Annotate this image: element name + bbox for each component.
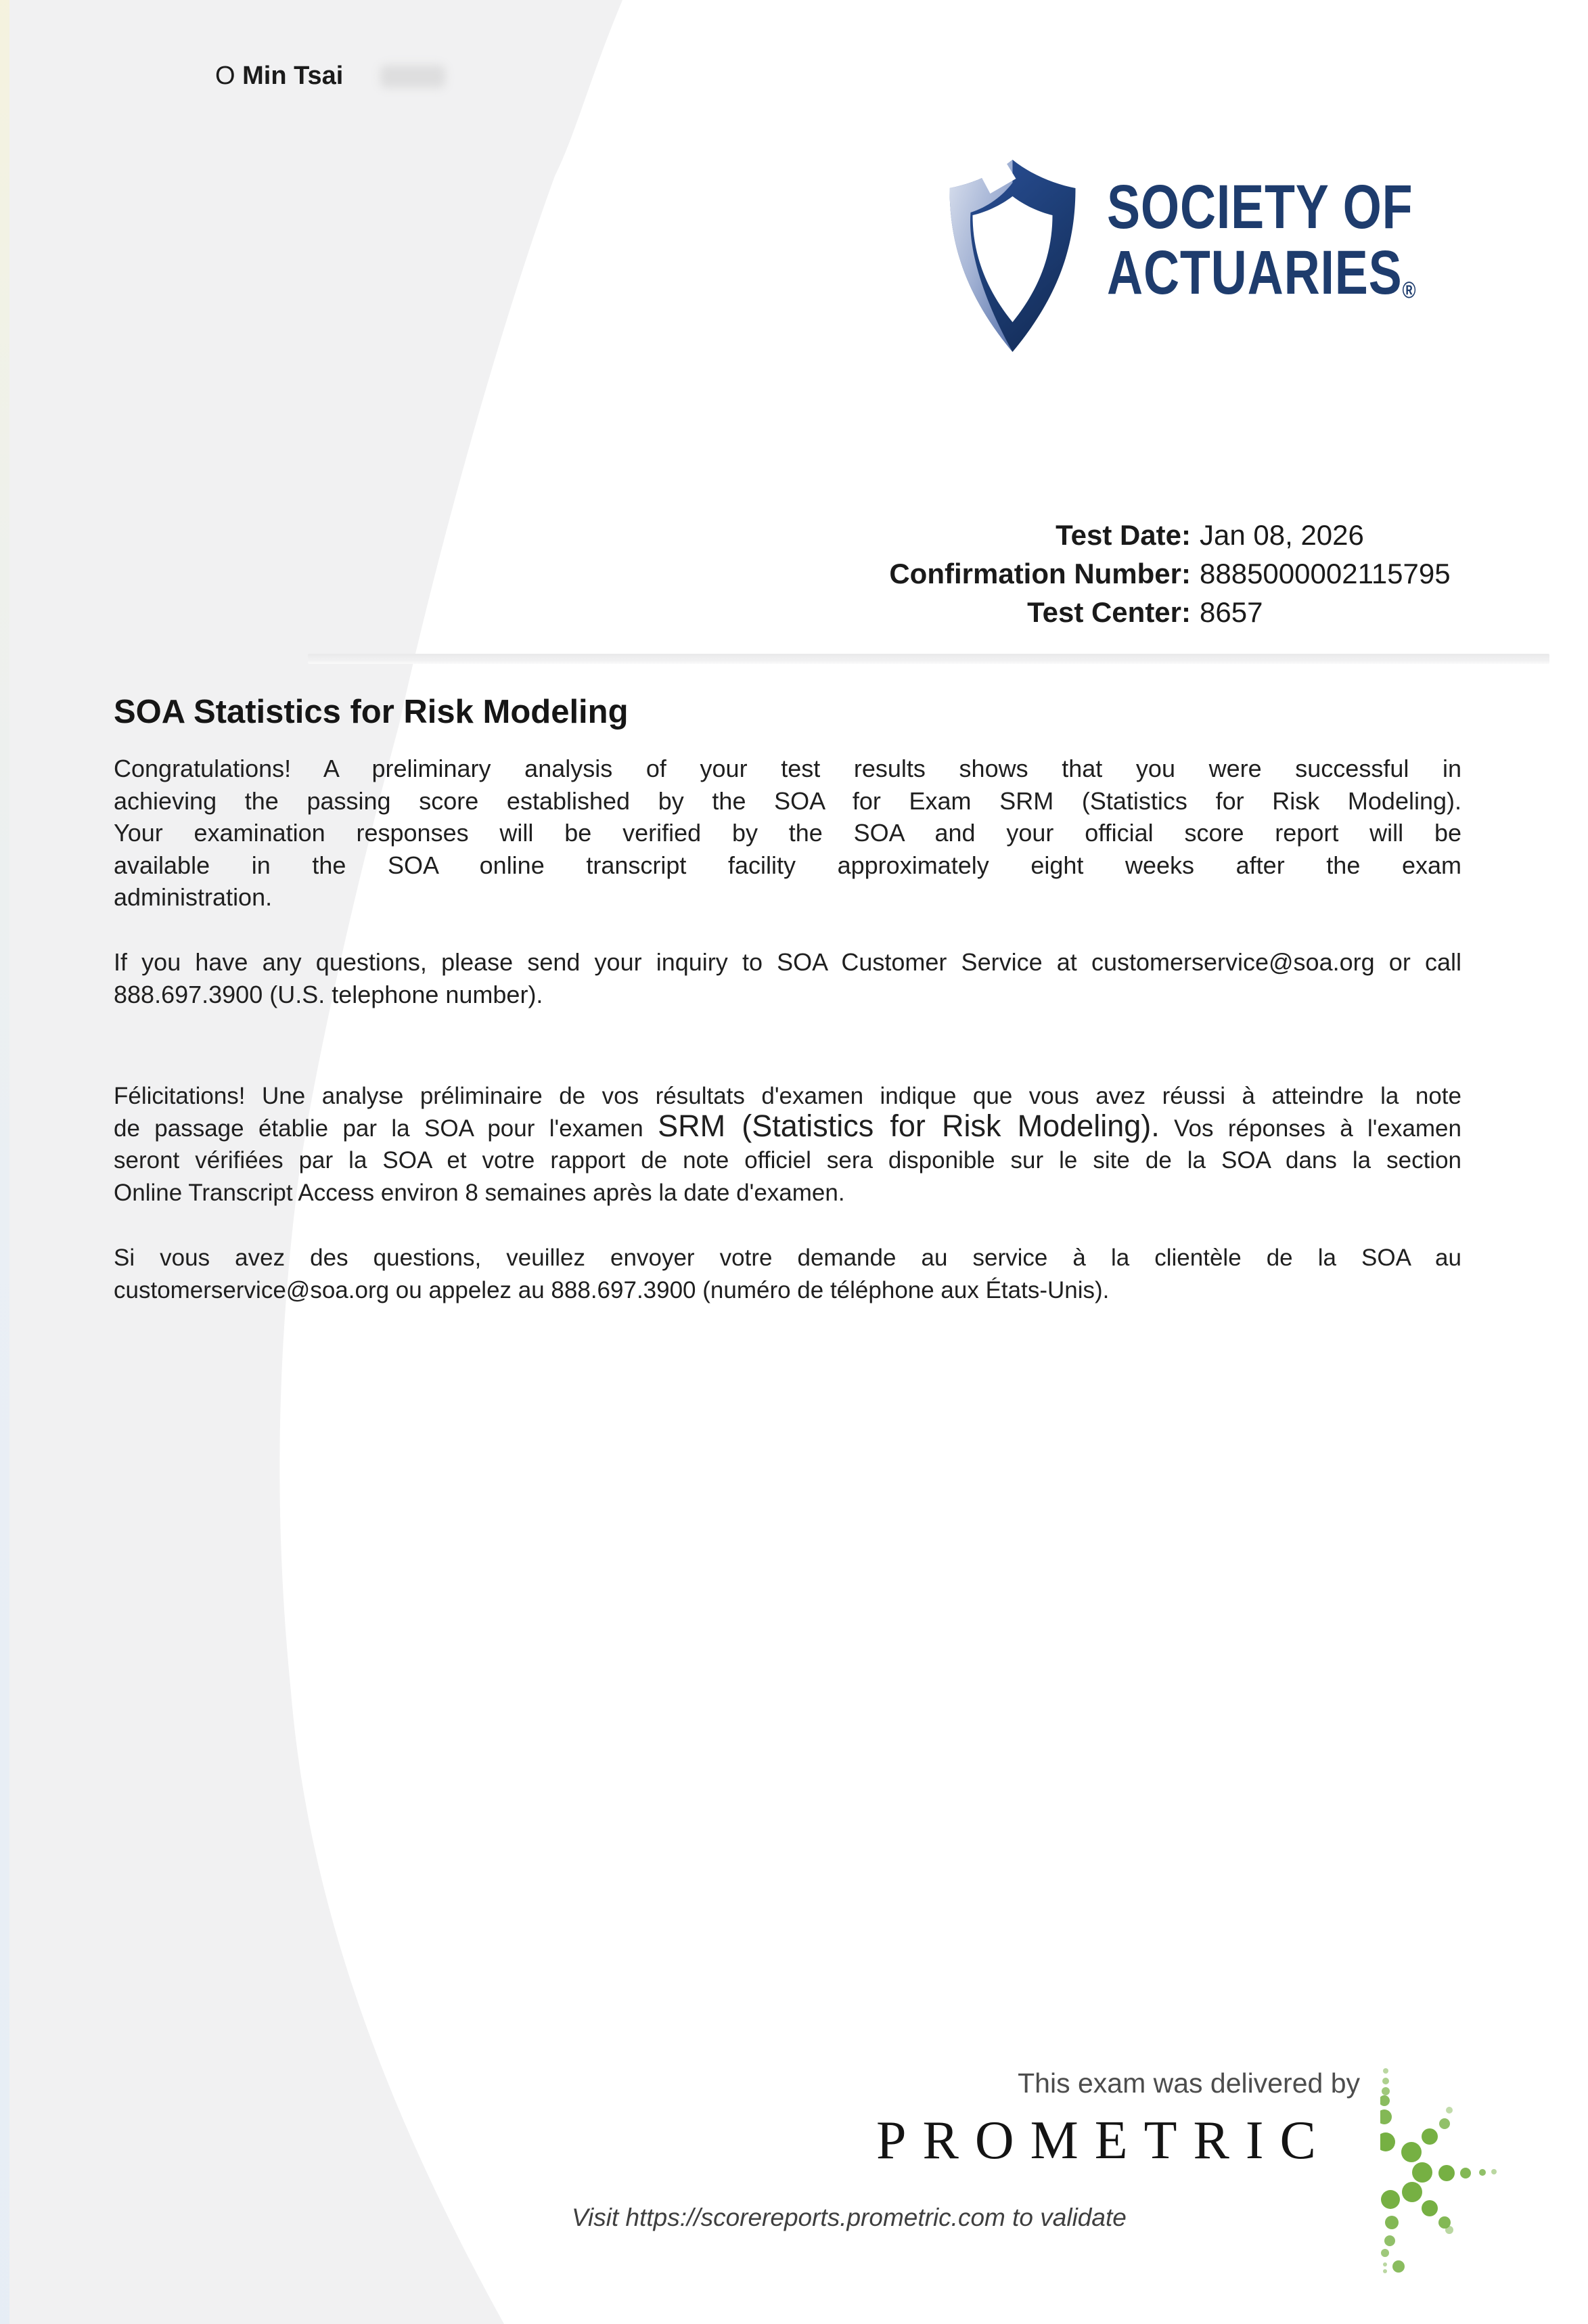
candidate-name-prefix: O xyxy=(215,62,235,90)
french-line2-pre: de passage établie par la SOA pour l'examen xyxy=(114,1115,658,1142)
text-line: Si vous avez des questions, veuillez envoyer votre demande au service à la clientèle de la SOA au xyxy=(114,1245,1461,1271)
text-line: achieving the passing score established by the SOA for Exam SRM (Statistics for Risk Modeling). xyxy=(114,786,1461,815)
validate-note: Visit https://scorereports.prometric.com to validate xyxy=(572,2204,1127,2231)
test-info-block xyxy=(744,516,1495,631)
text-line: Your examination responses will be verified by the SOA and your official score report will be xyxy=(114,819,1461,847)
candidate-name-text: Min Tsai xyxy=(242,62,344,90)
test-date-value: Jan 08, 2026 xyxy=(1200,519,1364,551)
header-divider xyxy=(308,654,1549,664)
text-line: If you have any questions, please send your inquiry to SOA Customer Service at customerservice@soa.org or call xyxy=(114,948,1461,976)
soa-wordmark xyxy=(1107,175,1416,323)
text-line: Félicitations! Une analyse préliminaire de vos résultats d'examen indique que vous avez réussi à atteindre la note xyxy=(114,1083,1461,1109)
test-date-label: Test Date: xyxy=(1056,519,1191,551)
paragraph-french-2 xyxy=(114,1242,1461,1306)
text-line: Congratulations! A preliminary analysis of your test results shows that you were successful in xyxy=(114,755,1461,782)
redaction-smudge xyxy=(380,65,445,88)
text-line: 888.697.3900 (U.S. telephone number). xyxy=(114,980,543,1008)
paragraph-english-2 xyxy=(114,946,1461,1010)
test-center-value: 8657 xyxy=(1200,596,1263,628)
delivered-by-text: This exam was delivered by xyxy=(1018,2068,1360,2099)
text-line: available in the SOA online transcript facility approximately eight weeks after the exam xyxy=(114,851,1461,879)
registered-mark: ® xyxy=(1402,277,1416,303)
soa-shield-icon xyxy=(939,154,1087,357)
prometric-spark-icon xyxy=(1380,2044,1536,2324)
text-line: seront vérifiées par la SOA et votre rapport de note officiel sera disponible sur le site de la SOA dans la section xyxy=(114,1147,1461,1174)
prometric-wordmark: PROMETRIC xyxy=(876,2111,1332,2170)
soa-wordmark-line2-text: ACTUARIES xyxy=(1107,238,1403,307)
text-line: administration. xyxy=(114,883,273,911)
french-exam-emphasis: SRM (Statistics for Risk Modeling). xyxy=(658,1108,1160,1143)
test-center-label: Test Center: xyxy=(1027,596,1191,628)
text-line xyxy=(114,1108,1461,1145)
confirmation-number-label: Confirmation Number: xyxy=(889,558,1191,589)
soa-logo xyxy=(939,153,1453,363)
text-line: Online Transcript Access environ 8 semaines après la date d'examen. xyxy=(114,1179,845,1206)
candidate-name xyxy=(215,61,343,91)
paragraph-french-1 xyxy=(114,1080,1461,1209)
confirmation-number-value: 8885000002115795 xyxy=(1200,558,1451,589)
text-line: customerservice@soa.org ou appelez au 888.697.3900 (numéro de téléphone aux États-Unis). xyxy=(114,1276,1110,1303)
exam-title: SOA Statistics for Risk Modeling xyxy=(114,694,629,730)
french-line2-post: Vos réponses à l'examen xyxy=(1159,1115,1461,1142)
soa-wordmark-line1: SOCIETY OF xyxy=(1107,173,1413,242)
paragraph-english-1 xyxy=(114,753,1461,914)
soa-wordmark-line2 xyxy=(1107,240,1416,323)
scan-edge-strip xyxy=(0,0,9,2324)
